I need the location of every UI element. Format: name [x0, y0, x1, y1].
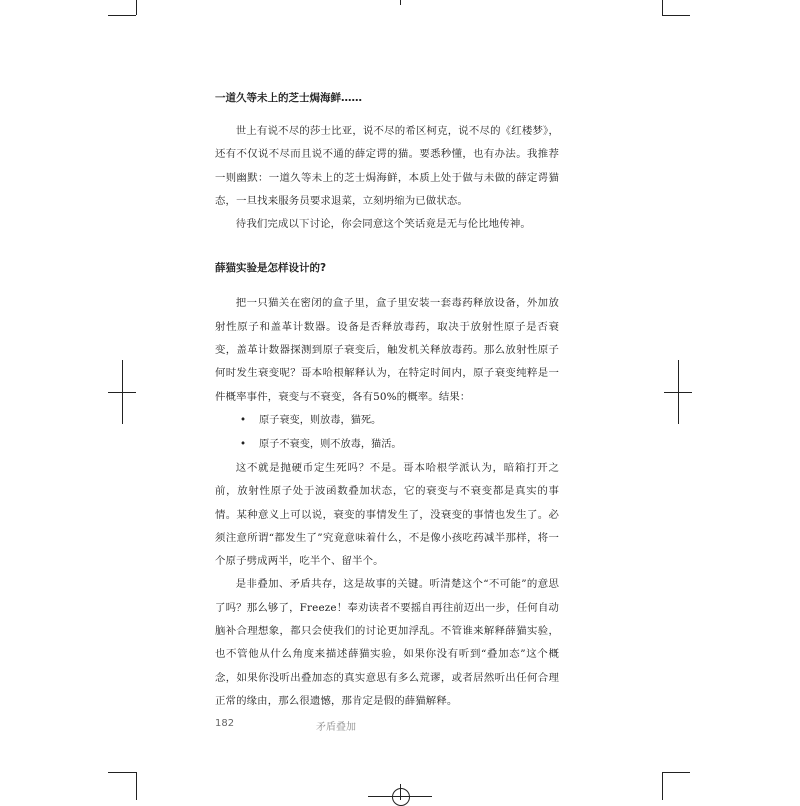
crop-mark	[400, 0, 401, 5]
paragraph: 是非叠加、矛盾共存，这是故事的关键。听清楚这个“不可能”的意思了吗？那么够了，Freeze！奉劝读者不要摇自再往前迈出一步，任何自动脑补合理想象，都只会使我们的讨论更加浮乱。不管谁来解释薛猫实验，也不管他从什么角度来描述薛猫实验，如果你没有听到“叠加态”这个概念，如果你没听出叠加态的真实意思有多么荒谬，或者居然听出任何合理正常的缘由，那么很遗憾，那肯定是假的薛猫解释。	[215, 578, 559, 707]
page-footer	[215, 718, 559, 734]
paragraph: 把一只猫关在密闭的盒子里，盒子里安装一套毒药释放设备，外加放射性原子和盖革计数器。设备是否释放毒药，取决于放射性原子是否衰变，盖革计数器探测到原子衰变后，触发机关释放毒药。那么放射性原子何时发生衰变呢？哥本哈根解释认为，在特定时间内，原子衰变纯粹是一件概率事件，衰变与不衰变，各有50%的概率。结果：	[215, 297, 559, 403]
crop-mark	[136, 772, 137, 800]
paragraph: 世上有说不尽的莎士比亚，说不尽的希区柯克，说不尽的《红楼梦》，还有不仅说不尽而且说不通的薛定谔的猫。要悉秒懂，也有办法。我推荐一则幽默：一道久等未上的芝士焗海鲜，本质上处于做与未做的薛定谔猫态，一旦找来服务员要求退菜，立刻坍缩为已做状态。	[215, 125, 559, 207]
page-body	[215, 88, 559, 713]
paragraph: 这不就是抛硬币定生死吗？不是。哥本哈根学派认为，暗箱打开之前，放射性原子处于波函数叠加状态，它的衰变与不衰变都是真实的事情。某种意义上可以说，衰变的事情发生了，没衰变的事情也发生了。必须注意所谓“都发生了”究竟意味着什么，不是像小孩吃药减半那样，将一个原子劈成两半，吃半个、留半个。	[215, 461, 559, 568]
bullet-icon: •	[240, 414, 247, 426]
registration-mark	[122, 360, 123, 424]
registration-circle	[392, 788, 410, 806]
page-number: 182	[215, 718, 235, 729]
section-heading: 薛猫实验是怎样设计的?	[215, 262, 327, 275]
crop-mark	[662, 15, 690, 16]
running-title: 矛盾叠加	[316, 722, 356, 733]
paragraph: 待我们完成以下讨论，你会同意这个笑话竟是无与伦比地传神。	[235, 218, 531, 231]
bullet-list	[215, 409, 559, 457]
list-item: • 原子不衰变，则不放毒，猫活。	[215, 433, 559, 457]
crop-mark	[662, 772, 690, 773]
list-item: • 原子衰变，则放毒，猫死。	[215, 409, 559, 433]
bullet-icon: •	[240, 438, 247, 450]
crop-mark	[108, 15, 136, 16]
crop-mark	[662, 0, 663, 15]
crop-mark	[662, 772, 663, 800]
crop-mark	[136, 0, 137, 15]
registration-mark	[678, 360, 679, 424]
crop-mark	[108, 772, 136, 773]
section-heading: 一道久等未上的芝士焗海鲜……	[215, 92, 362, 104]
